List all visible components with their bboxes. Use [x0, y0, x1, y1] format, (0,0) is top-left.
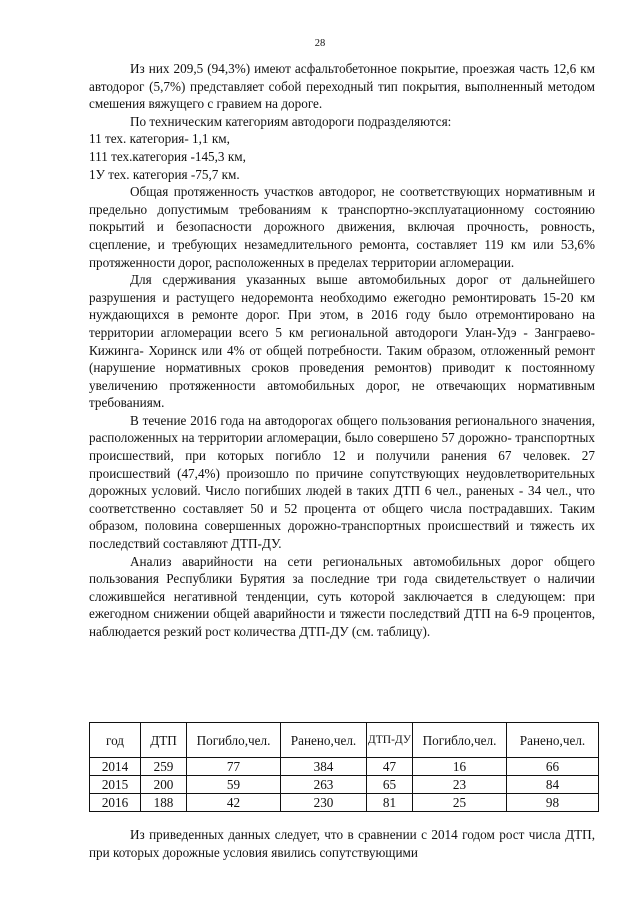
- table-cell: 2016: [90, 794, 141, 812]
- category-line: 1У тех. категория -75,7 км.: [89, 166, 240, 182]
- table-cell: 98: [507, 794, 599, 812]
- table-cell: 263: [281, 776, 367, 794]
- paragraph-accident-analysis: Анализ аварийности на сети региональных автомобильных дорог общего пользования Республики Бурятия за последние три года свидетельствует о наличии сложившейся негативной тенденции, суть которой заключается в следующем: при ежегодном снижении общей аварийности и тяжести последствий ДТП на 6-9 процентов, наблюдается резкий рост количества ДТП-ДУ (см. таблицу).: [89, 553, 595, 639]
- paragraph-categories-intro: По техническим категориям автодороги подразделяются:: [130, 113, 452, 129]
- table-cell: 16: [413, 758, 507, 776]
- table-cell: 65: [367, 776, 413, 794]
- accident-statistics-table: [89, 722, 599, 812]
- table-row: [90, 776, 599, 794]
- table-cell: 84: [507, 776, 599, 794]
- after-table-text: [89, 826, 595, 861]
- table-cell: 47: [367, 758, 413, 776]
- table-cell: 2015: [90, 776, 141, 794]
- category-line: 111 тех.категория -145,3 км,: [89, 148, 246, 164]
- table-cell: 81: [367, 794, 413, 812]
- table-row: [90, 794, 599, 812]
- table-cell: 25: [413, 794, 507, 812]
- header-killed: Погибло,чел.: [187, 723, 281, 758]
- table-cell: 200: [141, 776, 187, 794]
- body-text: [89, 60, 595, 641]
- table-cell: 384: [281, 758, 367, 776]
- table-cell: 23: [413, 776, 507, 794]
- table-cell: 42: [187, 794, 281, 812]
- header-injured-road-condition: Ранено,чел.: [507, 723, 599, 758]
- page-number: 28: [314, 38, 326, 49]
- paragraph-conclusion: Из приведенных данных следует, что в сравнении с 2014 годом рост числа ДТП, при которых дорожные условия явились сопутствующими: [89, 827, 595, 860]
- table-cell: 77: [187, 758, 281, 776]
- paragraph-defective-roads: Общая протяженность участков автодорог, не соответствующих нормативным и предельно допустимым требованиям к транспортно-эксплуатационному состоянию покрытий и безопасности дорожного движения, включая прочность, ровность, сцепление, и требующих незамедлительного ремонта, составляет 119 км или 53,6% протяженности дорог, расположенных в пределах территории агломерации.: [89, 184, 595, 270]
- table-cell: 259: [141, 758, 187, 776]
- paragraph-surface-types: Из них 209,5 (94,3%) имеют асфальтобетонное покрытие, проезжая часть 12,6 км автодорог (5,7%) представляет собой переходный тип покрытия, выполненный методом смешения вяжущего с гравием на дороге.: [89, 61, 595, 112]
- header-accidents: ДТП: [141, 723, 187, 758]
- table-cell: 188: [141, 794, 187, 812]
- header-road-condition-accidents: ДТП-ДУ: [367, 723, 413, 758]
- paragraph-repair-needs: Для сдерживания указанных выше автомобильных дорог от дальнейшего разрушения и растущего недоремонта необходимо ежегодно ремонтировать 15-20 км нуждающихся в ремонте дорог. При этом, в 2016 году было отремонтировано на территории агломерации всего 5 км региональной автодороги Улан-Удэ - Занграево- Кижинга- Хоринск или 4% от общей потребности. Таким образом, отложенный ремонт (нарушение нормативных сроков проведения ремонтов) приводит к постоянному увеличению протяженности автомобильных дорог, не отвечающих нормативным требованиям.: [89, 272, 595, 411]
- table-row: [90, 758, 599, 776]
- header-injured: Ранено,чел.: [281, 723, 367, 758]
- header-year: год: [90, 723, 141, 758]
- table-cell: 59: [187, 776, 281, 794]
- header-killed-road-condition: Погибло,чел.: [413, 723, 507, 758]
- table-header-row: [90, 723, 599, 758]
- table-cell: 66: [507, 758, 599, 776]
- paragraph-accidents-2016: В течение 2016 года на автодорогах общего пользования регионального значения, расположенных на территории агломерации, было совершено 57 дорожно- транспортных происшествий, при которых погибло 12 и получили ранения 67 человек. 27 происшествий (47,4%) произошло по причине сопутствующих неудовлетворительных дорожных условий. Число погибших людей в таких ДТП 6 чел., раненых - 34 чел., что соответственно составляет 50 и 52 процента от общего числа пострадавших. Таким образом, половина совершенных дорожно-транспортных происшествий и тяжесть их последствий составляют ДТП-ДУ.: [89, 412, 595, 552]
- category-line: 11 тех. категория- 1,1 км,: [89, 131, 230, 147]
- table-cell: 2014: [90, 758, 141, 776]
- table-cell: 230: [281, 794, 367, 812]
